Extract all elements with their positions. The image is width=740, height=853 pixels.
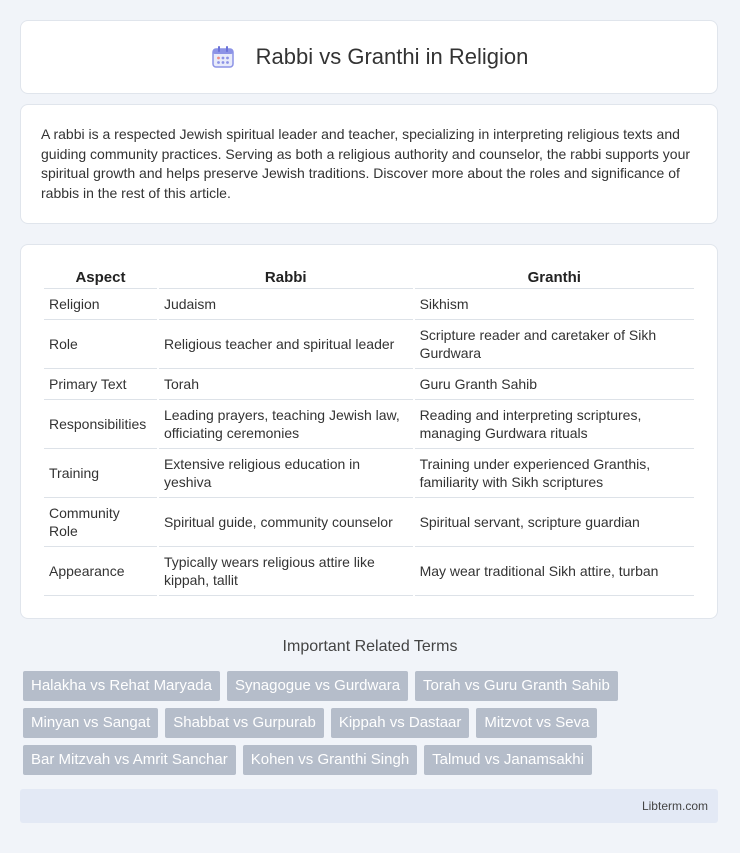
related-term-tag[interactable]: Talmud vs Janamsakhi bbox=[424, 745, 592, 775]
table-cell-aspect: Role bbox=[44, 320, 157, 369]
table-cell-granthi: Reading and interpreting scriptures, managing Gurdwara rituals bbox=[415, 400, 694, 449]
table-row bbox=[44, 400, 694, 449]
related-term-tag[interactable]: Kippah vs Dastaar bbox=[331, 708, 470, 738]
table-cell-aspect: Training bbox=[44, 449, 157, 498]
footer-site-link[interactable]: Libterm.com bbox=[641, 799, 708, 813]
related-term-tag[interactable]: Shabbat vs Gurpurab bbox=[165, 708, 324, 738]
table-cell-rabbi: Leading prayers, teaching Jewish law, officiating ceremonies bbox=[159, 400, 413, 449]
table-row bbox=[44, 449, 694, 498]
comparison-card bbox=[20, 244, 718, 619]
column-header-rabbi: Rabbi bbox=[159, 265, 413, 289]
table-row bbox=[44, 369, 694, 400]
related-terms-list bbox=[23, 671, 723, 775]
table-cell-aspect: Responsibilities bbox=[44, 400, 157, 449]
table-row bbox=[44, 498, 694, 547]
table-cell-granthi: Spiritual servant, scripture guardian bbox=[415, 498, 694, 547]
intro-card bbox=[20, 104, 718, 224]
column-header-aspect: Aspect bbox=[44, 265, 157, 289]
table-cell-rabbi: Typically wears religious attire like kippah, tallit bbox=[159, 547, 413, 596]
table-cell-aspect: Community Role bbox=[44, 498, 157, 547]
comparison-table bbox=[42, 265, 696, 596]
table-cell-granthi: Sikhism bbox=[415, 289, 694, 320]
table-cell-aspect: Primary Text bbox=[44, 369, 157, 400]
table-row bbox=[44, 547, 694, 596]
table-cell-aspect: Appearance bbox=[44, 547, 157, 596]
table-header-row bbox=[44, 265, 694, 289]
table-cell-rabbi: Extensive religious education in yeshiva bbox=[159, 449, 413, 498]
table-cell-rabbi: Spiritual guide, community counselor bbox=[159, 498, 413, 547]
table-cell-rabbi: Torah bbox=[159, 369, 413, 400]
intro-paragraph: A rabbi is a respected Jewish spiritual leader and teacher, specializing in interpreting religious texts and guiding community practices. Serving as both a religious authority and counselor, the rabbi supports your spiritual growth and helps preserve Jewish traditions. Discover more about the roles and significance of rabbis in the rest of this article. bbox=[41, 126, 691, 201]
related-term-tag[interactable]: Minyan vs Sangat bbox=[23, 708, 158, 738]
related-term-tag[interactable]: Kohen vs Granthi Singh bbox=[243, 745, 417, 775]
column-header-granthi: Granthi bbox=[415, 265, 694, 289]
calendar-icon bbox=[210, 44, 236, 70]
table-cell-rabbi: Religious teacher and spiritual leader bbox=[159, 320, 413, 369]
related-term-tag[interactable]: Synagogue vs Gurdwara bbox=[227, 671, 408, 701]
related-term-tag[interactable]: Mitzvot vs Seva bbox=[476, 708, 597, 738]
table-cell-granthi: May wear traditional Sikh attire, turban bbox=[415, 547, 694, 596]
title-card bbox=[20, 20, 718, 94]
table-cell-rabbi: Judaism bbox=[159, 289, 413, 320]
related-terms-heading: Important Related Terms bbox=[282, 638, 458, 655]
table-cell-granthi: Training under experienced Granthis, familiarity with Sikh scriptures bbox=[415, 449, 694, 498]
page-title: Rabbi vs Granthi in Religion bbox=[255, 44, 529, 69]
table-cell-granthi: Guru Granth Sahib bbox=[415, 369, 694, 400]
related-term-tag[interactable]: Halakha vs Rehat Maryada bbox=[23, 671, 220, 701]
related-term-tag[interactable]: Bar Mitzvah vs Amrit Sanchar bbox=[23, 745, 236, 775]
table-row bbox=[44, 320, 694, 369]
table-cell-aspect: Religion bbox=[44, 289, 157, 320]
related-term-tag[interactable]: Torah vs Guru Granth Sahib bbox=[415, 671, 618, 701]
table-cell-granthi: Scripture reader and caretaker of Sikh Gurdwara bbox=[415, 320, 694, 369]
footer bbox=[20, 789, 718, 823]
table-row bbox=[44, 289, 694, 320]
